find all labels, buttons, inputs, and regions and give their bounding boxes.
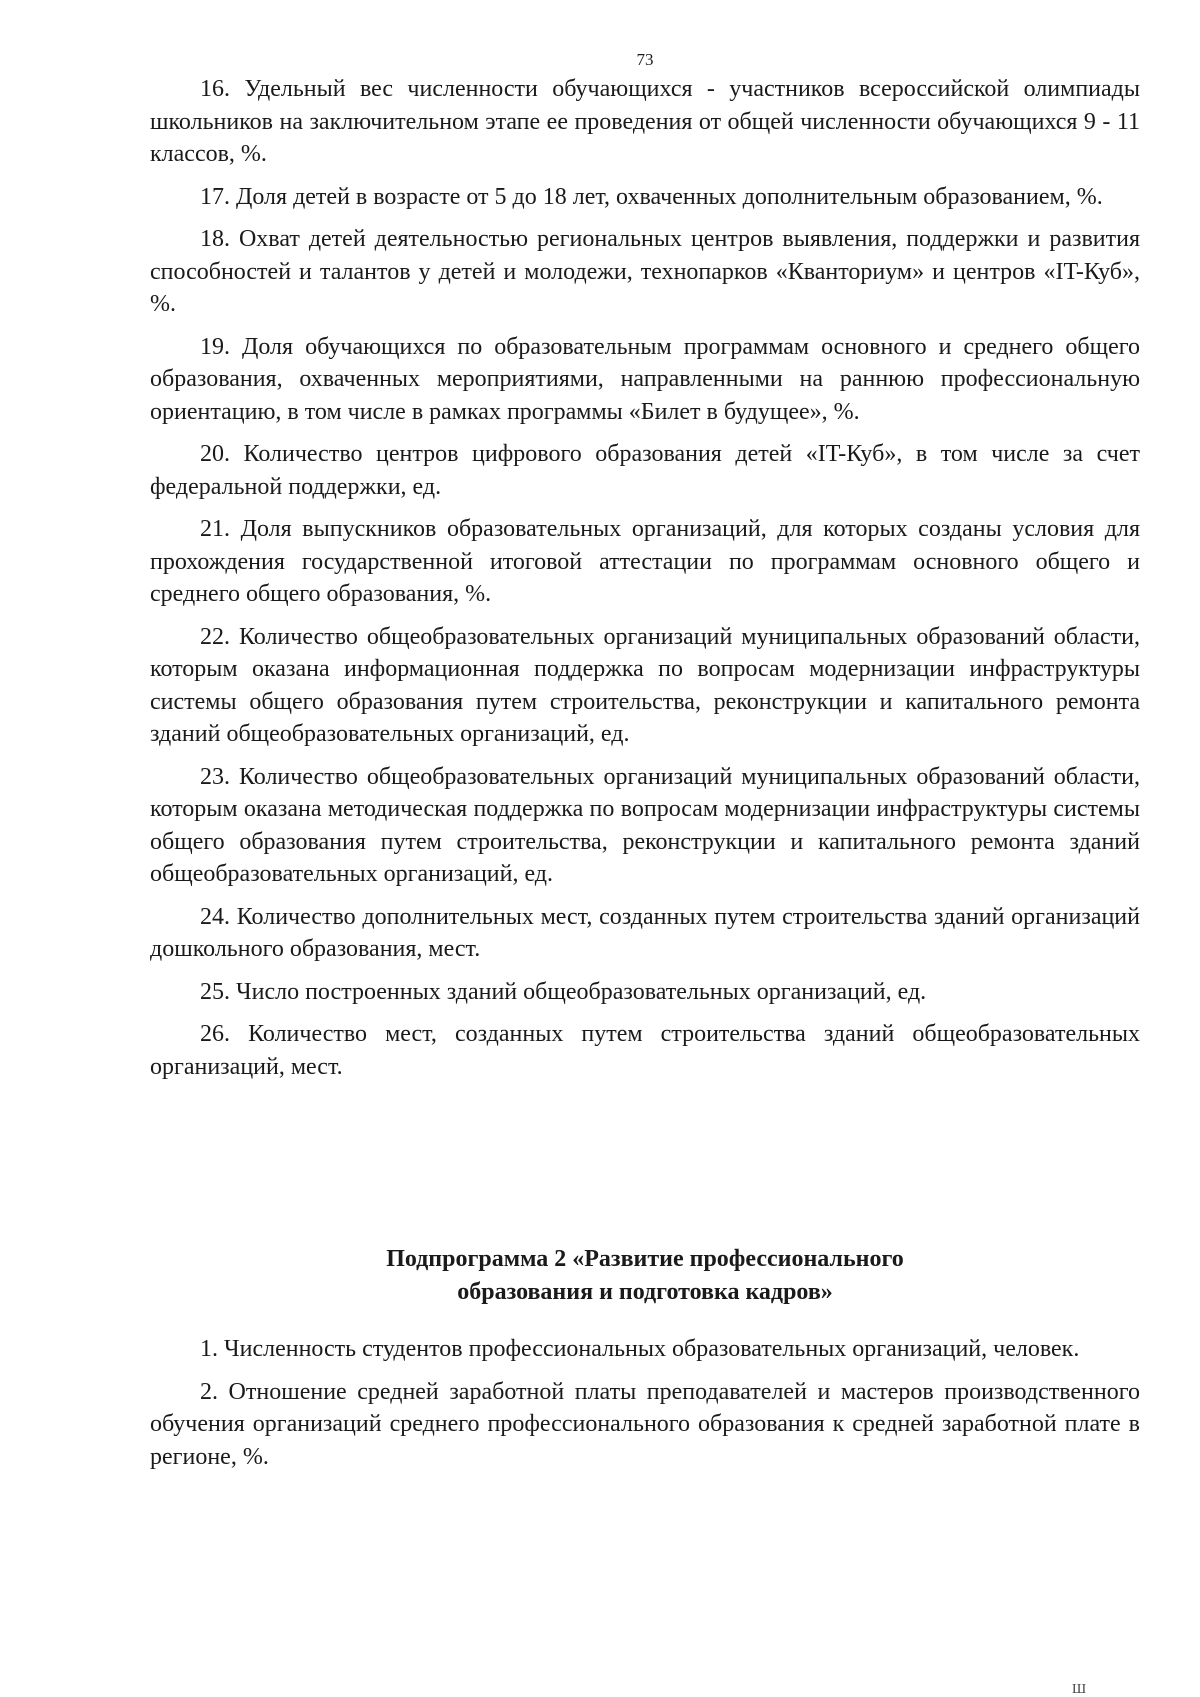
subprogram-heading-line: образования и подготовка кадров»	[457, 1279, 833, 1305]
indicator-list-subprogram-1	[150, 73, 1140, 1093]
list-item: 17. Доля детей в возрасте от 5 до 18 лет, охваченных дополнительным образованием, %.	[200, 183, 1103, 210]
list-item: 22. Количество общеобразовательных организаций муниципальных образований области, которым оказана информационная поддержка по вопросам модернизации инфраструктуры системы общего образования путем строительства, реконструкции и капитального ремонта зданий общеобразовательных организаций, ед.	[150, 623, 1140, 747]
subprogram-heading-line: Подпрограмма 2 «Развитие профессионального	[386, 1246, 904, 1272]
list-item: 20. Количество центров цифрового образования детей «IT-Куб», в том числе за счет федеральной поддержки, ед.	[150, 441, 1140, 500]
subprogram-2-heading	[150, 1243, 1140, 1309]
list-item: 25. Число построенных зданий общеобразовательных организаций, ед.	[200, 978, 927, 1005]
list-item: 19. Доля обучающихся по образовательным программам основного и среднего общего образования, охваченных мероприятиями, направленными на раннюю профессиональную ориентацию, в том числе в рамках программы «Билет в будущее», %.	[150, 333, 1140, 425]
list-item: 26. Количество мест, созданных путем строительства зданий общеобразовательных организаций, мест.	[150, 1021, 1140, 1080]
corner-mark: Ш	[1072, 1682, 1087, 1697]
page-number: 73	[636, 50, 654, 69]
list-item: 2. Отношение средней заработной платы преподавателей и мастеров производственного обучения организаций среднего профессионального образования к средней заработной плате в регионе, %.	[150, 1378, 1140, 1470]
list-item: 23. Количество общеобразовательных организаций муниципальных образований области, которым оказана методическая поддержка по вопросам модернизации инфраструктуры системы общего образования путем строительства, реконструкции и капитального ремонта зданий общеобразовательных организаций, ед.	[150, 763, 1140, 887]
list-item: 18. Охват детей деятельностью региональных центров выявления, поддержки и развития способностей и талантов у детей и молодежи, технопарков «Кванториум» и центров «IT-Куб», %.	[150, 226, 1140, 317]
list-item: 16. Удельный вес численности обучающихся - участников всероссийской олимпиады школьников на заключительном этапе ее проведения от общей численности обучающихся 9 - 11 классов, %.	[150, 76, 1140, 167]
list-item: 1. Численность студентов профессиональных образовательных организаций, человек.	[200, 1336, 1080, 1362]
list-item: 24. Количество дополнительных мест, созданных путем строительства зданий организаций дошкольного образования, мест.	[150, 903, 1140, 962]
list-item: 21. Доля выпускников образовательных организаций, для которых созданы условия для прохождения государственной итоговой аттестации по программам основного общего и среднего общего образования, %.	[150, 516, 1140, 607]
indicator-list-subprogram-2	[150, 1333, 1140, 1483]
